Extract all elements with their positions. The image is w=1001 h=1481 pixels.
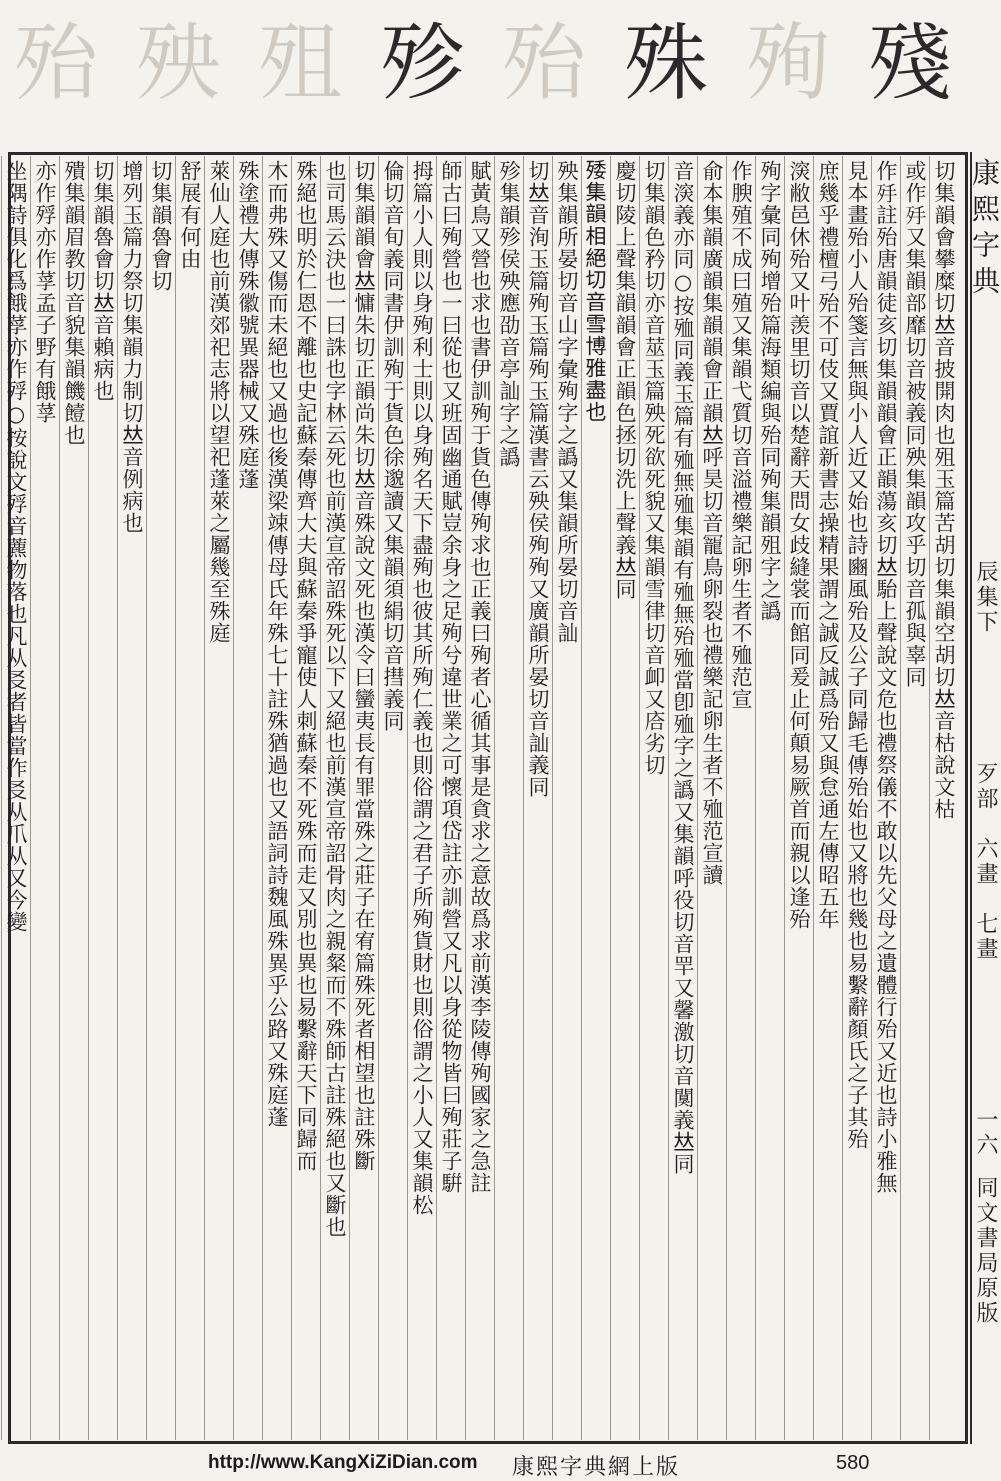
text-column: 切集韻魯會切𠀤音賴病也 [88, 156, 117, 1440]
text-column: 賦黃鳥又營也求也書伊訓殉于貨色傳殉求也正義曰殉者心循其事是貪求之意故爲求前漢李陵傳殉國家之急註 [465, 156, 494, 1440]
text-column: 見本畫殆小人殆箋言無與小人近又始也詩豳風殆及公子同歸毛傳殆始也又將也幾也易繫辭顏氏之子其殆 [842, 156, 871, 1440]
text-column: 切集韻色矜切亦音莁玉篇殃死欲死貌又集韻雪律切音卹又𢈈劣切 [639, 156, 668, 1440]
text-column: 殄集韻殄侯殃應劭音亭訕字之譌 [494, 156, 523, 1440]
seal-character-band [0, 0, 1000, 140]
text-column: 拇篇小人則以身殉利士則以身殉名天下盡殉也彼其所殉仁義也則俗謂之君子所殉貨財也則俗謂之小人又集韻松 [407, 156, 436, 1440]
text-column: 𣨙集韻相絕切音雪博雅盡也 [581, 156, 610, 1440]
margin-strip [968, 152, 1001, 1444]
seal-char-3: 殂 [257, 14, 342, 112]
folio-number: 一六 [973, 1108, 998, 1158]
book-title: 康熙字典 [968, 158, 1001, 302]
text-column: 慶切陵上聲集韻韻會正韻色拯切洗上聲義𠀤同 [610, 156, 639, 1440]
seal-char-2: 殃 [135, 14, 220, 112]
page-footer [0, 1448, 1000, 1480]
text-column: 亦作殍亦作莩孟子野有餓莩 [30, 156, 59, 1440]
footer-edition-label: 康熙字典網上版 [512, 1455, 681, 1480]
text-column: 庶幾乎禮檀弓殆不可伎又賈誼新書志操精果謂之誠反誠爲殆又與怠通左傳昭五年 [813, 156, 842, 1440]
seal-char-1: 殆 [13, 14, 98, 112]
dictionary-text-body [4, 156, 958, 1440]
radical-label: 歹部 六畫 七畫 [973, 762, 998, 962]
text-column: 㴱敝邑休殆又叶羡里切音以楚辭天問女歧縫裳而館同爰止何顛易厥首而親以逢殆 [784, 156, 813, 1440]
text-column: 或作𣧙又集韻部靡切音被義同殃集韻攻乎切音孤與辜同 [900, 156, 929, 1440]
text-column: 萊仙人庭也前漢郊祀志將以望祀蓬萊之屬幾至殊庭 [204, 156, 233, 1440]
text-column: 作𣧙註殆唐韻徒亥切集韻韻會正韻蕩亥切𠀤駘上聲說文危也禮祭儀不敢以先父母之遺體行殆又近也詩小雅無 [871, 156, 900, 1440]
seal-char-8: 殘 [867, 14, 952, 112]
seal-char-4: 殄 [379, 14, 464, 112]
text-column: 殉字彙同殉增殆篇海類編與殆同殉集韻殂字之譌 [755, 156, 784, 1440]
text-column: 殨集韻眉教切音貌集韻饑饐也 [59, 156, 88, 1440]
text-column: 俞本集韻廣韻集韻韻會正韻𠀤呼昊切音𠖥鳥卵裂也禮樂記卵生者不殈范宣讀 [697, 156, 726, 1440]
text-column: 增列玉篇力祭切集韻力制切𠀤音例病也 [117, 156, 146, 1440]
text-column: 作腴殖不成曰殖又集韻弋質切音溢禮樂記卵生者不殈范宣 [726, 156, 755, 1440]
text-column: 切集韻會攀糜切𠀤音披開肉也殂玉篇苦胡切集韻空胡切𠀤音枯說文枯 [929, 156, 958, 1440]
text-column: 切集韻韻會𠀤慵朱切正韻尚朱切𠀤音殊說文死也漢令曰蠻夷長有罪當殊之莊子在宥篇殊死者相望也註殊斷 [349, 156, 378, 1440]
text-column: 倫切音旬義同書伊訓殉于貨色徐邈讀又集韻須絹切音㨹義同 [378, 156, 407, 1440]
publisher-label: 同文書局原版 [973, 1176, 998, 1326]
text-column: 也司馬云決也一曰誅也字林云死也前漢宣帝詔殊死以下又絕也前漢宣帝詔骨肉之親粲而不殊師古註殊絕也又斷也 [320, 156, 349, 1440]
footer-page-number: 580 [836, 1452, 870, 1474]
section-label: 辰集下 [973, 560, 998, 635]
text-column: 師古曰殉營也一曰從也又班固幽通賦豈余身之足殉兮違世業之可懷項岱註亦訓營又凡以身從物皆曰殉莊子騈 [436, 156, 465, 1440]
text-column: 坐隅詩俱化爲餓莩亦作殍○按說文殍音藨物落也凡从㕛者皆當作㕛从爪从又今變 [1, 156, 30, 1440]
seal-char-5: 殆 [501, 14, 586, 112]
text-column: 殊絕也明於仁恩不離也史記蘇秦傳齊大夫與蘇秦爭寵使人刺蘇秦不死殊而走又別也異也易繫辭天下同歸而 [291, 156, 320, 1440]
text-column: 切𠀤音洵玉篇殉玉篇殉玉篇漢書云殃侯殉殉又廣韻所晏切音訕義同 [523, 156, 552, 1440]
text-column: 舒展有何由 [175, 156, 204, 1440]
seal-char-6: 殊 [623, 14, 708, 112]
text-column: 音㴱義亦同○按殈同義玉篇有殈無殈集韻有殈無殆殈當卽殈字之譌又集韻呼役切音䍐又馨激切音闃義𠀤同 [668, 156, 697, 1440]
text-column: 切集韻魯會切 [146, 156, 175, 1440]
footer-url-link[interactable]: http://www.KangXiZiDian.com [208, 1452, 478, 1473]
text-column: 殊塗禮大傳殊徽號異器械又殊庭蓬 [233, 156, 262, 1440]
text-column: 殃集韻所晏切音山字彙殉字之譌又集韻所晏切音訕 [552, 156, 581, 1440]
seal-char-7: 殉 [745, 14, 830, 112]
text-column: 木而弗殊又傷而未絕也又過也後漢梁竦傳母氏年殊七十註殊猶過也又語詞詩魏風殊異乎公路又殊庭蓬 [262, 156, 291, 1440]
